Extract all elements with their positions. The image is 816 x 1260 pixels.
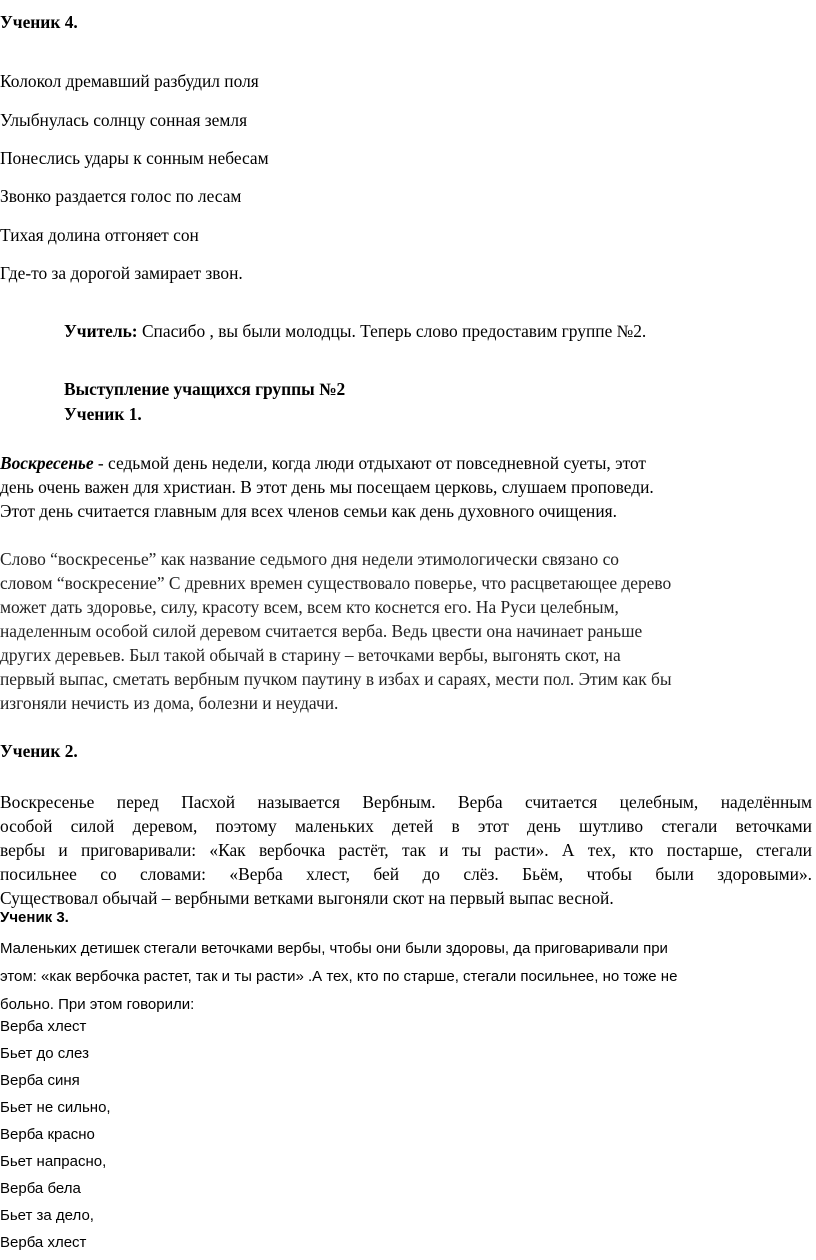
chant-line: Верба синя: [0, 1072, 80, 1089]
paragraph-line: Этот день считается главным для всех членов семьи как день духовного очищения.: [0, 501, 618, 521]
heading-student-4: Ученик 4.: [0, 12, 78, 32]
paragraph-line: Слово “воскресенье” как название седьмого дня недели этимологически связано со: [0, 549, 619, 569]
heading-student-2: Ученик 2.: [0, 741, 78, 761]
term-sunday: Воскресенье: [0, 453, 94, 473]
poem-line: Где-то за дорогой замирает звон.: [0, 263, 243, 283]
paragraph-line: Существовал обычай – вербными ветками выгоняли скот на первый выпас весной.: [0, 888, 614, 908]
paragraph-palm-sunday: [0, 790, 816, 910]
poem-line: Звонко раздается голос по лесам: [0, 186, 242, 206]
chant-line: Верба красно: [0, 1126, 95, 1143]
paragraph-line: этом: «как вербочка растет, так и ты расти» .А тех, кто по старше, стегали посильнее, но тоже не: [0, 968, 678, 985]
poem-line: Тихая долина отгоняет сон: [0, 225, 199, 245]
paragraph-line: день очень важен для христиан. В этот день мы посещаем церковь, слушаем проповеди.: [0, 477, 654, 497]
paragraph-willow-custom: [0, 935, 816, 1019]
chant-line: Бьет не сильно,: [0, 1099, 111, 1116]
teacher-text: Спасибо , вы были молодцы. Теперь слово предоставим группе №2.: [137, 321, 647, 341]
chant-line: Бьет за дело,: [0, 1207, 94, 1224]
poem-line: Колокол дремавший разбудил поля: [0, 71, 259, 91]
paragraph-sunday-definition: [0, 451, 816, 523]
paragraph-line: может дать здоровье, силу, красоту всем, всем кто коснется его. На Руси целебным,: [0, 597, 619, 617]
paragraph-line: посильнее со словами: «Верба хлест, бей до слёз. Бьём, чтобы были здоровыми».: [0, 864, 812, 884]
heading-student-3: Ученик 3.: [0, 909, 69, 926]
heading-student-1: Ученик 1.: [64, 404, 142, 424]
paragraph-etymology: [0, 547, 816, 715]
paragraph-line: наделенным особой силой деревом считается верба. Ведь цвести она начинает раньше: [0, 621, 643, 641]
chant-line: Бьет напрасно,: [0, 1153, 107, 1170]
paragraph-line: особой силой деревом, поэтому маленьких детей в этот день шутливо стегали веточками: [0, 816, 812, 836]
chant-line: Верба хлест: [0, 1018, 87, 1035]
poem-line: Улыбнулась солнцу сонная земля: [0, 110, 248, 130]
teacher-label: Учитель:: [64, 321, 138, 341]
paragraph-line: первый выпас, сметать вербным пучком паутину в избах и сараях, мести пол. Этим как бы: [0, 669, 672, 689]
paragraph-line: изгоняли нечисть из дома, болезни и неудачи.: [0, 693, 339, 713]
paragraph-line: - седьмой день недели, когда люди отдыхают от повседневной суеты, этот: [93, 453, 647, 473]
paragraph-line: других деревьев. Был такой обычай в старину – веточками вербы, выгонять скот, на: [0, 645, 621, 665]
chant-line: Верба хлест: [0, 1234, 87, 1251]
chant-line: Бьет до слез: [0, 1045, 89, 1062]
chant-line: Верба бела: [0, 1180, 81, 1197]
paragraph-line: вербы и приговаривали: «Как вербочка растёт, так и ты расти». А тех, кто постарше, стегали: [0, 840, 812, 860]
paragraph-line: Воскресенье перед Пасхой называется Вербным. Верба считается целебным, наделённым: [0, 792, 812, 812]
group-2-heading: Выступление учащихся группы №2: [64, 379, 346, 399]
paragraph-line: больно. При этом говорили:: [0, 996, 195, 1013]
paragraph-line: Маленьких детишек стегали веточками вербы, чтобы они были здоровы, да приговаривали при: [0, 940, 668, 957]
paragraph-line: словом “воскресение” С древних времен существовало поверье, что расцветающее дерево: [0, 573, 672, 593]
teacher-remark: [64, 321, 646, 342]
poem-line: Понеслись удары к сонным небесам: [0, 148, 269, 168]
